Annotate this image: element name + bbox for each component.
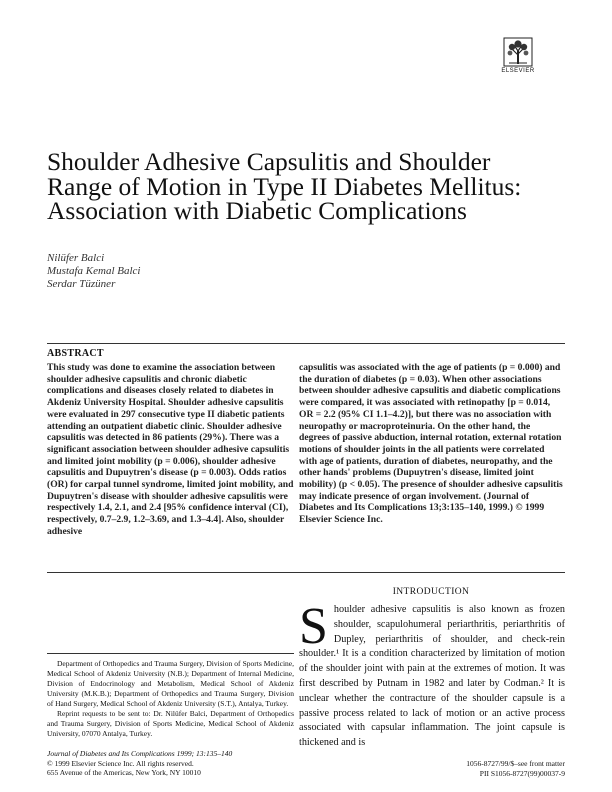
- copyright-line: © 1999 Elsevier Science Inc. All rights reserved.: [47, 758, 194, 768]
- introduction-text: [299, 598, 565, 751]
- author-name: Mustafa Kemal Balci: [47, 265, 141, 277]
- issn-footer: [380, 759, 565, 778]
- abstract-heading: ABSTRACT: [47, 348, 104, 359]
- article-title: Shoulder Adhesive Capsulitis and Shoulder Range of Motion in Type II Diabetes Mellitus: Association with Diabetic Complications: [47, 147, 522, 225]
- journal-citation: Journal of Diabetes and Its Complications 1999; 13:135–140: [47, 749, 233, 758]
- reprint-requests: Reprint requests to be sent to: Dr. Nilüfer Balci, Department of Orthopedics and Trauma Surgery, Division of Sports Medicine, Medical School of Akdeniz University, 07070 Antalya, Turkey.: [47, 709, 294, 738]
- section-heading: INTRODUCTION: [392, 587, 470, 597]
- abstract-top-rule: [47, 343, 565, 344]
- author-name: Nilüfer Balci: [47, 252, 105, 264]
- footnote-rule: [47, 653, 294, 654]
- journal-footer: [47, 749, 232, 778]
- publisher-logo: [498, 37, 538, 74]
- abstract-text-right: capsulitis was associated with the age of patients (p = 0.000) and the duration of diabetes (p = 0.03). When other associations between shoulder adhesive capsulitis and diabetic complications were compared, it was associated with retinopathy [p = 0.014, OR = 2.2 (95% CI 1.1–4.2)], but there was no association with neuropathy or macroproteinuria. On the other hand, the degrees of passive abduction, internal rotation, external rotation motions of shoulder joints in the all patients were correlated with age of patients, duration of diabetes, neuropathy, and the other hands' problems (Dupuytren's disease, limited joint mobility) (p < 0.05). The presence of shoulder adhesive capsulitis may indicate presence of organ involvement. (Journal of Diabetes and Its Complications 13;3:135–140, 1999.) © 1999 Elsevier Science Inc.: [299, 362, 563, 526]
- abstract-text-left: This study was done to examine the association between shoulder adhesive capsulitis and chronic diabetic complications and diseases closely related to diabetes in Akdeniz University Hospital. Shoulder adhesive capsulitis were evaluated in 297 consecutive type II diabetic patients attending an outpatient diabetic clinic. Shoulder adhesive capsulitis was detected in 86 patients (29%). There was a significant association between shoulder adhesive capsulitis and limited joint mobility (p = 0.006), shoulder adhesive capsulitis and Dupuytren's disease (p = 0.003). Odds ratios (OR) for carpal tunnel syndrome, limited joint mobility, and Dupuytren's disease with shoulder adhesive capsulitis were respectively 1.4, 2.1, and 2.4 [95% confidence interval (CI), respectively, 0.7–2.9, 1.2–3.69, and 1.3–4.4]. Also, shoulder adhesive: [47, 362, 294, 537]
- logo-text: ELSEVIER: [501, 68, 535, 74]
- introduction-body: houlder adhesive capsulitis is also known as frozen shoulder, scapulohumeral periarthritis, periarthritis of Dupley, periarthritis of shoulder, and check-rein shoulder.¹ It is a condition characterized by limitation of motion of the shoulder joint with pain at the extremes of motion. It was first described by Putnam in 1982 and later by Codman.² It is unclear whether the contracture of the shoulder capsule is a passive process related to lack of motion or an active process associated with capsular inflammation. The joint capsule is thickened and is: [299, 604, 565, 749]
- author-list: [47, 252, 141, 291]
- elsevier-tree-icon: [503, 37, 533, 67]
- affiliation-footnote: [47, 659, 294, 739]
- abstract-bottom-rule: [47, 572, 565, 573]
- issn-line: 1056-8727/99/$–see front matter: [466, 759, 565, 768]
- author-name: Serdar Tüzüner: [47, 278, 116, 290]
- affiliation-text: Department of Orthopedics and Trauma Surgery, Division of Sports Medicine, Medical School of Akdeniz University (N.B.); Department of Internal Medicine, Division of Endocrinology and Metabolism, Medical School of Akdeniz University (M.K.B.); Department of Orthopedics and Trauma Surgery, Division of Hand Surgery, Medical School of Akdeniz University (S.T.), Antalya, Turkey.: [47, 659, 294, 708]
- drop-cap: S: [299, 598, 328, 655]
- publisher-address: 655 Avenue of the Americas, New York, NY 10010: [47, 768, 201, 777]
- pii-line: PII S1056-8727(99)00037-9: [479, 768, 565, 778]
